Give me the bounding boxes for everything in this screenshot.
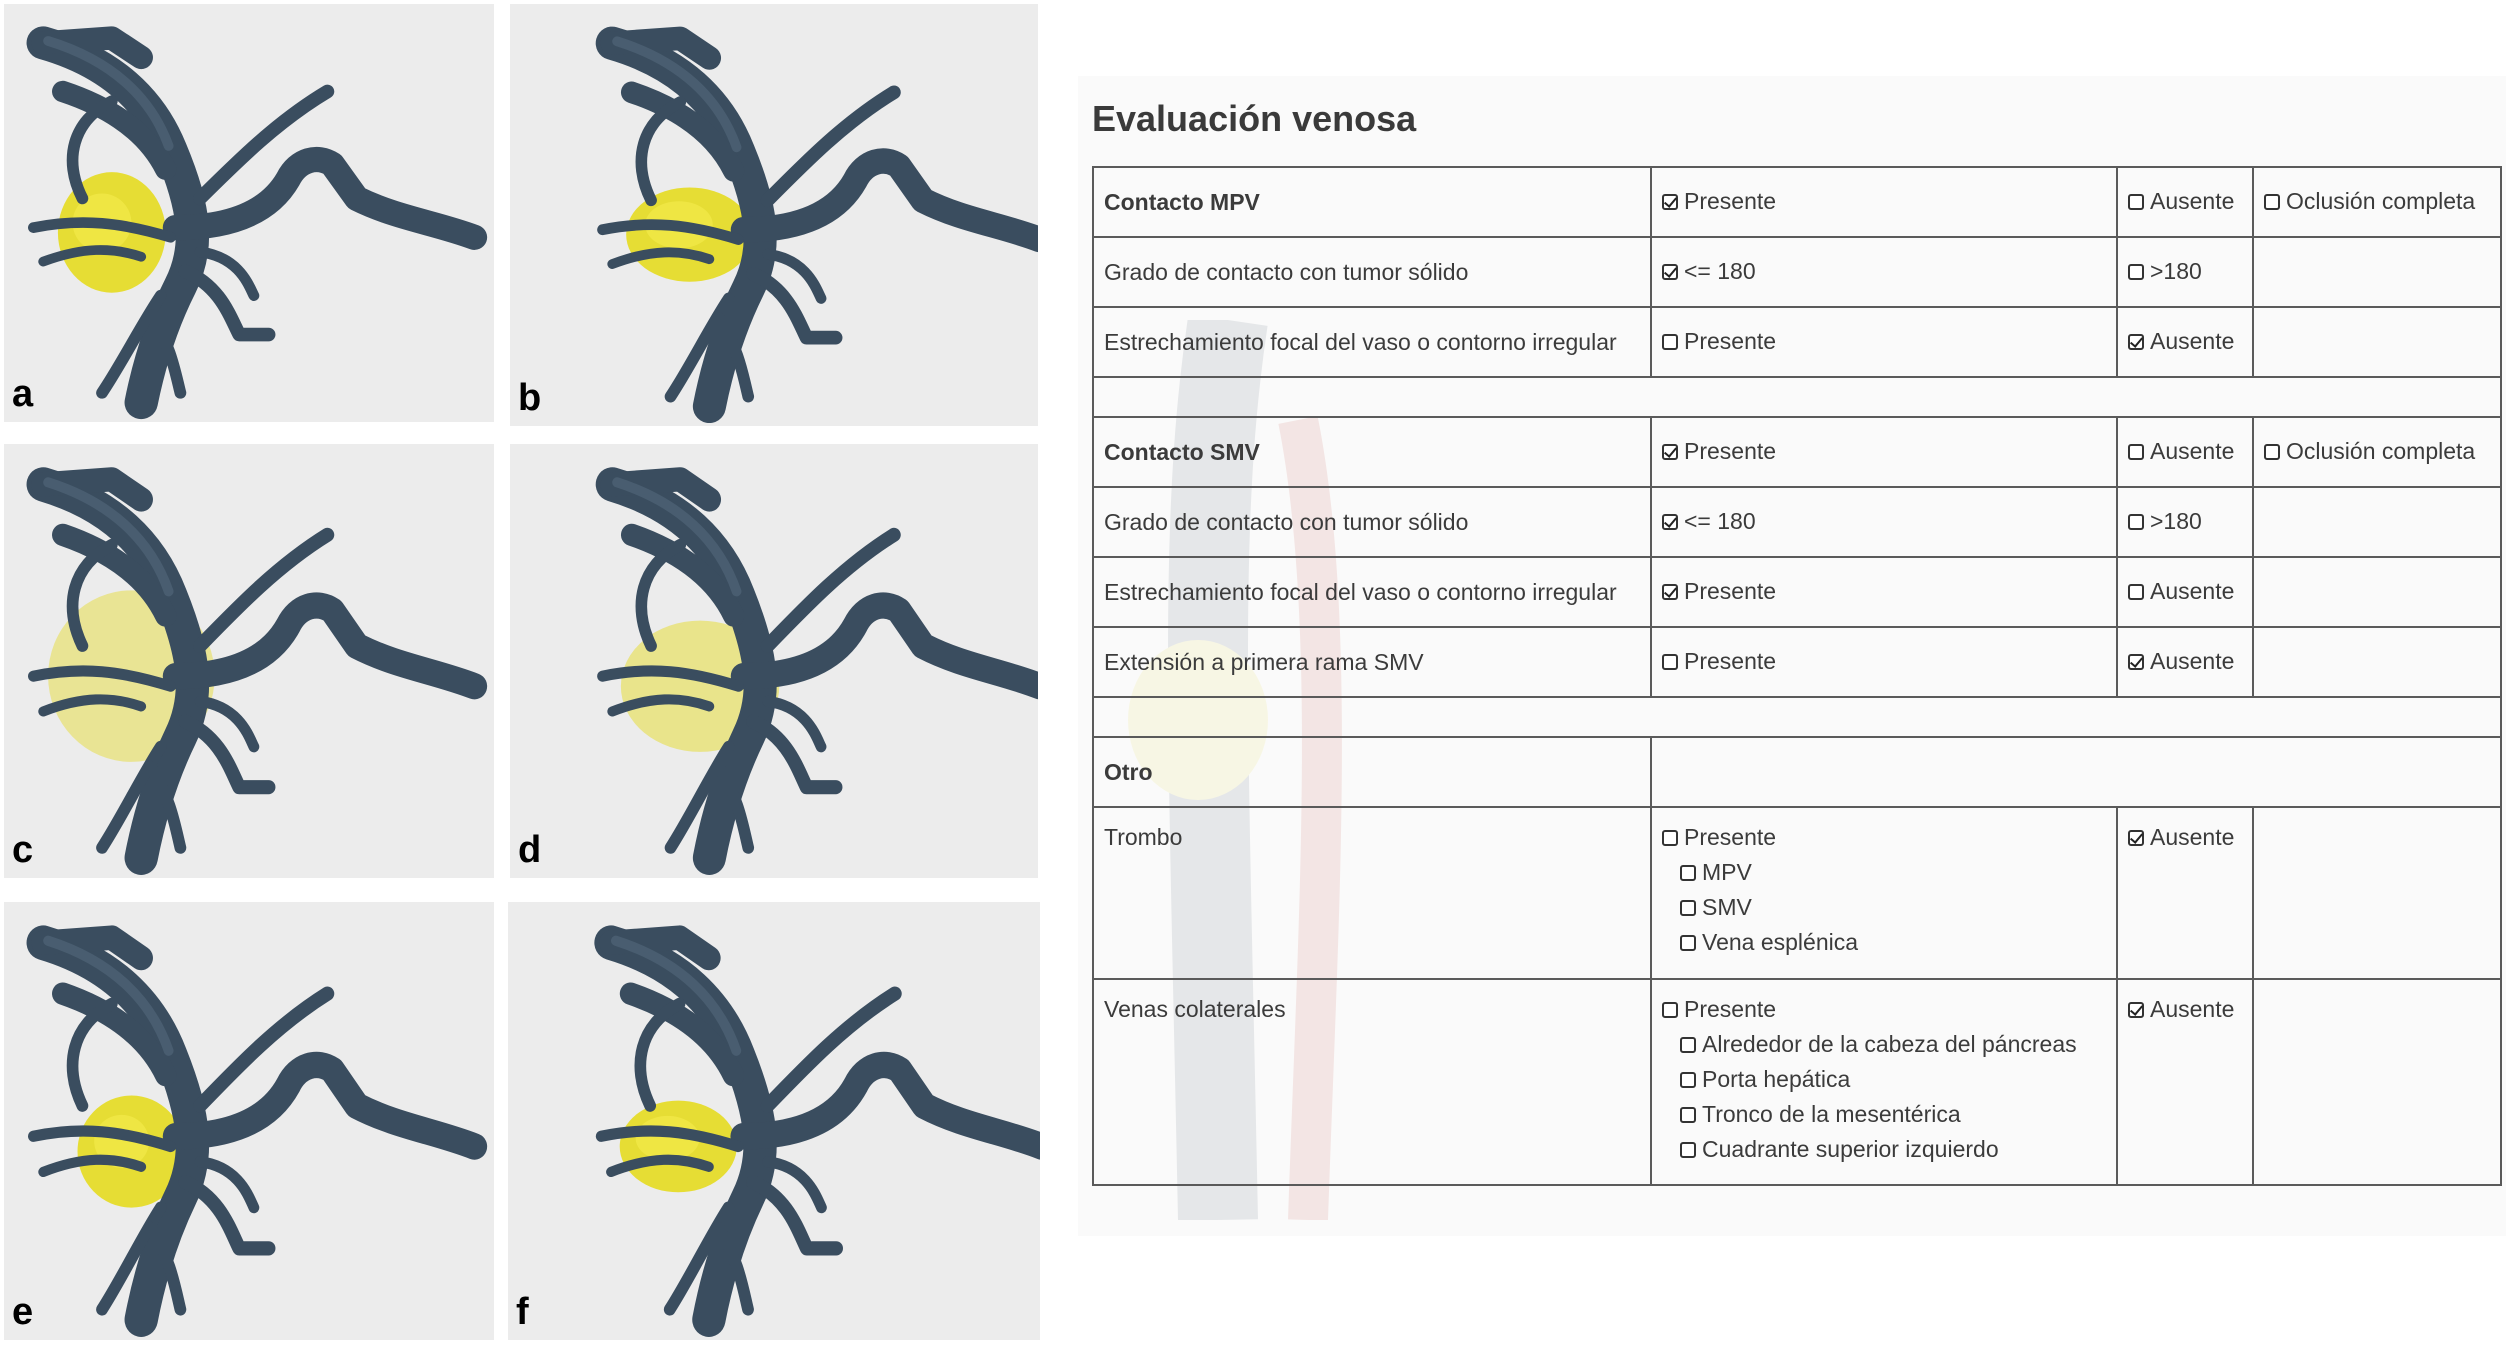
checkbox-icon [1680, 865, 1696, 881]
checkbox-icon [1662, 654, 1678, 670]
panel-label-c: c [12, 829, 34, 871]
checkbox-icon [1680, 1142, 1696, 1158]
smv-ausente-checkbox[interactable]: Ausente [2128, 438, 2234, 465]
checked-box-icon [1662, 584, 1678, 600]
panel-label-b: b [518, 377, 542, 419]
smv-extension-label: Extensión a primera rama SMV [1093, 627, 1651, 697]
smv-grado-le180-checkbox[interactable]: <= 180 [1662, 508, 1756, 535]
render-panel-c [4, 444, 494, 878]
checkbox-icon [1680, 900, 1696, 916]
checkbox-icon [2264, 444, 2280, 460]
checkbox-icon [1662, 1002, 1678, 1018]
mpv-grado-label: Grado de contacto con tumor sólido [1093, 237, 1651, 307]
checkbox-icon [1680, 1107, 1696, 1123]
colaterales-cuadrante-superior-checkbox[interactable]: Cuadrante superior izquierdo [1680, 1136, 2106, 1163]
checked-box-icon [2128, 1002, 2144, 1018]
checkbox-icon [1662, 830, 1678, 846]
smv-presente-checkbox[interactable]: Presente [1662, 438, 1776, 465]
colaterales-ausente-checkbox[interactable]: Ausente [2128, 996, 2234, 1023]
mpv-grado-gt180-checkbox[interactable]: >180 [2128, 258, 2202, 285]
mpv-oclusion-checkbox[interactable]: Oclusión completa [2264, 188, 2475, 215]
table-row [1093, 737, 2501, 807]
mpv-estrechamiento-label: Estrechamiento focal del vaso o contorno irregular [1093, 307, 1651, 377]
smv-extension-ausente-checkbox[interactable]: Ausente [2128, 648, 2234, 675]
render-panel-a [4, 4, 494, 422]
smv-grado-gt180-checkbox[interactable]: >180 [2128, 508, 2202, 535]
checked-box-icon [2128, 334, 2144, 350]
spacer-row [1093, 377, 2501, 417]
checkbox-icon [1680, 1072, 1696, 1088]
checkbox-icon [2128, 584, 2144, 600]
form-title: Evaluación venosa [1092, 98, 1417, 139]
colaterales-label: Venas colaterales [1093, 979, 1651, 1185]
mpv-grado-le180-checkbox[interactable]: <= 180 [1662, 258, 1756, 285]
checked-box-icon [2128, 654, 2144, 670]
render-panel-f [508, 902, 1040, 1340]
checked-box-icon [1662, 514, 1678, 530]
venous-evaluation-table [1092, 166, 2502, 1186]
trombo-mpv-checkbox[interactable]: MPV [1680, 859, 2106, 886]
checkbox-icon [2264, 194, 2280, 210]
mpv-estrechamiento-presente-checkbox[interactable]: Presente [1662, 328, 1776, 355]
smv-section-label: Contacto SMV [1093, 417, 1651, 487]
mpv-presente-checkbox[interactable]: Presente [1662, 188, 1776, 215]
checked-box-icon [1662, 444, 1678, 460]
smv-oclusion-checkbox[interactable]: Oclusión completa [2264, 438, 2475, 465]
spacer-row [1093, 697, 2501, 737]
smv-estrechamiento-label: Estrechamiento focal del vaso o contorno irregular [1093, 557, 1651, 627]
colaterales-tronco-mesenterica-checkbox[interactable]: Tronco de la mesentérica [1680, 1101, 2106, 1128]
trombo-presente-checkbox[interactable]: Presente [1662, 824, 2106, 851]
smv-estrechamiento-ausente-checkbox[interactable]: Ausente [2128, 578, 2234, 605]
table-row [1093, 417, 2501, 487]
render-panel-b [510, 4, 1038, 426]
table-row [1093, 807, 2501, 979]
otro-section-label: Otro [1093, 737, 1651, 807]
checkbox-icon [2128, 514, 2144, 530]
table-row [1093, 557, 2501, 627]
checked-box-icon [2128, 830, 2144, 846]
smv-estrechamiento-presente-checkbox[interactable]: Presente [1662, 578, 1776, 605]
table-row [1093, 307, 2501, 377]
trombo-label: Trombo [1093, 807, 1651, 979]
render-panel-e [4, 902, 494, 1340]
colaterales-porta-hepatica-checkbox[interactable]: Porta hepática [1680, 1066, 2106, 1093]
mpv-estrechamiento-ausente-checkbox[interactable]: Ausente [2128, 328, 2234, 355]
colaterales-presente-checkbox[interactable]: Presente [1662, 996, 2106, 1023]
panel-label-d: d [518, 829, 542, 871]
checkbox-icon [2128, 194, 2144, 210]
checkbox-icon [2128, 264, 2144, 280]
trombo-smv-checkbox[interactable]: SMV [1680, 894, 2106, 921]
trombo-ausente-checkbox[interactable]: Ausente [2128, 824, 2234, 851]
checkbox-icon [1662, 334, 1678, 350]
checkbox-icon [2128, 444, 2144, 460]
table-row [1093, 487, 2501, 557]
checkbox-icon [1680, 935, 1696, 951]
smv-grado-label: Grado de contacto con tumor sólido [1093, 487, 1651, 557]
panel-label-a: a [12, 373, 34, 415]
mpv-section-label: Contacto MPV [1093, 167, 1651, 237]
table-row [1093, 979, 2501, 1185]
panel-label-e: e [12, 1291, 34, 1333]
mpv-ausente-checkbox[interactable]: Ausente [2128, 188, 2234, 215]
smv-extension-presente-checkbox[interactable]: Presente [1662, 648, 1776, 675]
checked-box-icon [1662, 264, 1678, 280]
checked-box-icon [1662, 194, 1678, 210]
render-panel-d [510, 444, 1038, 878]
colaterales-cabeza-pancreas-checkbox[interactable]: Alrededor de la cabeza del páncreas [1680, 1031, 2106, 1058]
table-row [1093, 237, 2501, 307]
trombo-vena-esplenica-checkbox[interactable]: Vena esplénica [1680, 929, 2106, 956]
table-row [1093, 167, 2501, 237]
panel-label-f: f [516, 1291, 529, 1333]
table-row [1093, 627, 2501, 697]
checkbox-icon [1680, 1037, 1696, 1053]
